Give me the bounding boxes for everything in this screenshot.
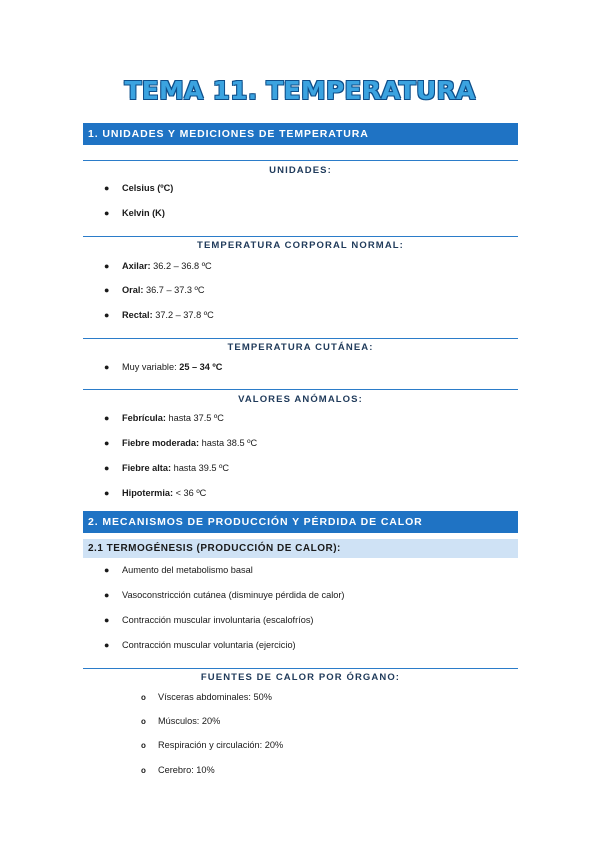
hollow-bullet-icon: o xyxy=(141,717,146,726)
cutanea-heading: TEMPERATURA CUTÁNEA: xyxy=(227,342,374,353)
unidades-heading: UNIDADES: xyxy=(269,165,332,176)
divider xyxy=(83,236,518,237)
list-item: ● Oral: 36.7 – 37.3 ºC xyxy=(104,285,205,295)
list-item: ● Contracción muscular involuntaria (escalofríos) xyxy=(104,615,314,625)
divider xyxy=(83,389,518,390)
divider xyxy=(83,338,518,339)
bullet-icon: ● xyxy=(104,183,110,193)
section-1-heading: 1. UNIDADES Y MEDICIONES DE TEMPERATURA xyxy=(83,123,518,145)
list-item: ● Rectal: 37.2 – 37.8 ºC xyxy=(104,310,214,320)
bullet-icon: ● xyxy=(104,488,110,498)
list-item: o Respiración y circulación: 20% xyxy=(141,740,284,750)
list-item: ● Hipotermia: < 36 ºC xyxy=(104,488,207,498)
list-item: ● Aumento del metabolismo basal xyxy=(104,565,253,575)
fuentes-heading: FUENTES DE CALOR POR ÓRGANO: xyxy=(200,672,401,683)
bullet-icon: ● xyxy=(104,590,110,600)
list-item: ● Muy variable: 25 – 34 ºC xyxy=(104,362,223,372)
list-item: o Músculos: 20% xyxy=(141,716,221,726)
list-item: ● Fiebre alta: hasta 39.5 ºC xyxy=(104,463,230,473)
list-item: ● Axilar: 36.2 – 36.8 ºC xyxy=(104,261,212,271)
bullet-icon: ● xyxy=(104,208,110,218)
hollow-bullet-icon: o xyxy=(141,693,146,702)
page-title: TEMA 11. TEMPERATURA xyxy=(124,76,476,105)
anomalos-heading: VALORES ANÓMALOS: xyxy=(238,394,363,405)
bullet-icon: ● xyxy=(104,310,110,320)
bullet-icon: ● xyxy=(104,413,110,423)
bullet-icon: ● xyxy=(104,362,110,372)
hollow-bullet-icon: o xyxy=(141,766,146,775)
list-item: o Vísceras abdominales: 50% xyxy=(141,692,272,702)
termogenesis-heading: 2.1 TERMOGÉNESIS (PRODUCCIÓN DE CALOR): xyxy=(83,539,518,558)
divider xyxy=(83,668,518,669)
list-item: o Cerebro: 10% xyxy=(141,765,215,775)
list-item: ● Febrícula: hasta 37.5 ºC xyxy=(104,413,224,423)
bullet-icon: ● xyxy=(104,565,110,575)
list-item: ● Contracción muscular voluntaria (ejercicio) xyxy=(104,640,296,650)
list-item: ● Fiebre moderada: hasta 38.5 ºC xyxy=(104,438,258,448)
list-item: ● Kelvin (K) xyxy=(104,208,165,218)
divider xyxy=(83,160,518,161)
bullet-icon: ● xyxy=(104,261,110,271)
list-item: ● Vasoconstricción cutánea (disminuye pérdida de calor) xyxy=(104,590,345,600)
corporal-heading: TEMPERATURA CORPORAL NORMAL: xyxy=(197,240,404,251)
bullet-icon: ● xyxy=(104,615,110,625)
bullet-icon: ● xyxy=(104,463,110,473)
list-item: ● Celsius (ºC) xyxy=(104,183,174,193)
hollow-bullet-icon: o xyxy=(141,741,146,750)
bullet-icon: ● xyxy=(104,640,110,650)
section-2-heading: 2. MECANISMOS DE PRODUCCIÓN Y PÉRDIDA DE CALOR xyxy=(83,511,518,533)
bullet-icon: ● xyxy=(104,285,110,295)
bullet-icon: ● xyxy=(104,438,110,448)
